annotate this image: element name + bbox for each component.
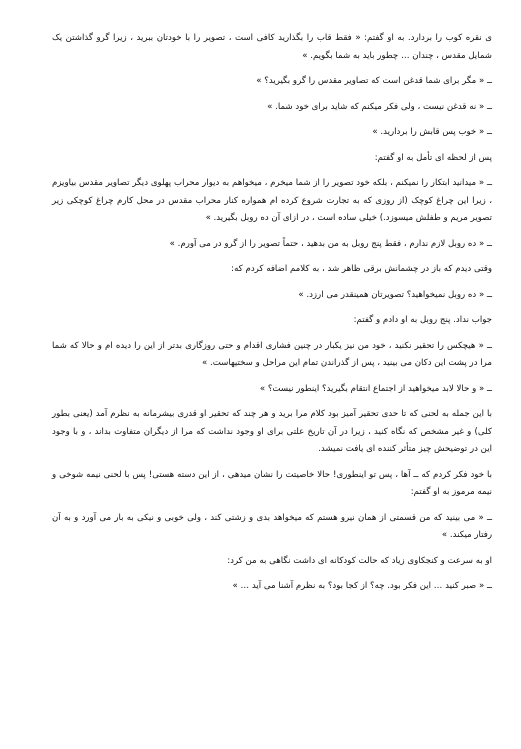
paragraph: ــ « صبر کنید … این فکر بود. چه؟ از کجا بود؟ به نظرم آشنا می آید … » [232,581,492,591]
paragraph: ــ « مگر برای شما قدغن است که تصاویر مقدس را گرو بگیرید؟ » [256,76,492,86]
paragraph: با خود فکر کردم که ــ آها ، پس تو اینطوری! حالا خاصیتت را نشان میدهی ، از این دسته هستی! پس با لحنی نیمه شوخی و نیمه مرموز به او گفتم: [52,469,492,497]
paragraph: او به سرعت و کنجکاوی زیاد که حالت کودکانه ای داشت نگاهی به من کرد: [227,555,492,566]
paragraph: ــ « می بینید که من قسمتی از همان نیرو هستم که میخواهد بدی و زشتی کند ، ولی خوبی و نیکی به بار می آورد و به آن رفتار میکند. » [52,512,492,540]
paragraph: ــ « هیچکس را تحقیر نکنید ، خود من نیز یکبار در چنین فشاری اقدام و حتی روزگاری بدتر از این را دیده ام و حالا که شما مرا در پشت این دکان می بینید ، پس از گذراندن تمام این مراحل و سختیهاست. » [52,340,492,368]
paragraph: وقتی دیدم که باز در چشمانش برقی ظاهر شد ، به کلامم اضافه کردم که: [231,264,492,274]
document-text [52,30,492,596]
paragraph: ی نقره کوب را بردارد. به او گفتم: « فقط قاب را بگذارید کافی است ، تصویر را با خودتان ببرید ، زیرا گرو گذاشتن یک شمایل مقدس ، چندان … چطور باید به شما بگویم. » [52,33,492,61]
paragraph: ــ « و حالا لابد میخواهید از اجتماع انتقام بگیرید؟ اینطور نیست؟ » [259,383,492,394]
paragraph: ــ « میدانید ابتکار را نمیکنم ، بلکه خود تصویر را از شما میخرم ، میخواهم به دیوار محراب پهلوی دیگر تصاویر مقدس بیاویزم ، زیرا این چراغ کوچک (از روزی که به تجارت شروع کرده ام همواره کنار محراب مقدس در محل کارم چراغ کوچکی زیر تصویر مریم و طفلش میسوزد.) خیلی ساده است ، در ازای آن ده روبل بگیرید. » [52,178,492,223]
paragraph: ــ « نه قدغن نیست ، ولی فکر میکنم که شاید برای خود شما. » [267,101,492,112]
paragraph: ــ « ده روبل نمیخواهید؟ تصویرتان همینقدر می ارزد. » [298,289,492,300]
paragraph: جواب نداد. پنج روبل به او دادم و گفتم: [353,315,492,325]
paragraph: ــ « ده روبل لازم ندارم ، فقط پنج روبل به من بدهید ، حتماً تصویر را از گرو در می آورم. » [169,238,492,249]
paragraph: ــ « خوب پس قابش را بردارید. » [372,127,492,137]
paragraph: با این جمله به لحنی که تا حدی تحقیر آمیز بود کلام مرا برید و هر چند که تحقیر او قدری بیشرمانه به نظرم آمد (یعنی بطور کلی) و غیر مشخص که نگاه کنید ، زیرا در آن تاریخ علتی برای او وجود نداشت که مرا از دیگران متفاوت بداند ، و با وجود این در توضیحش چیز متأثر کننده ای یافت نمیشد. [52,409,492,454]
paragraph: پس از لحظه ای تأمل به او گفتم: [374,152,492,163]
